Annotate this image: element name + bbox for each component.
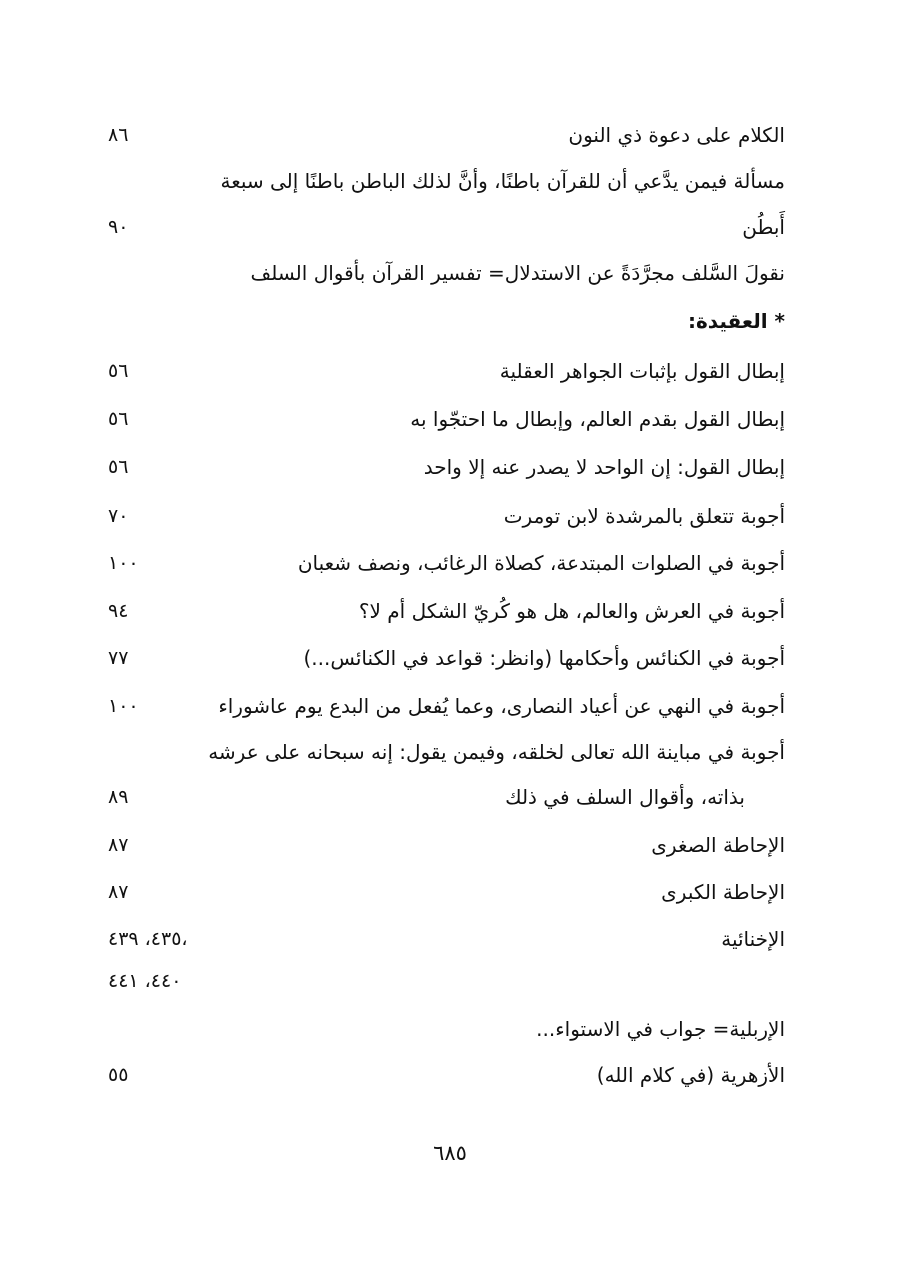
entry-title: أجوبة في العرش والعالم، هل هو كُريّ الشكل أم لا؟ [358,599,785,623]
entry-page: ٥٦ [108,456,129,478]
entry-title: أجوبة في النهي عن أعياد النصارى، وعما يُفعل من البدع يوم عاشوراء [218,694,785,718]
entry-page: ٧٧ [108,647,129,669]
entry-page: ٨٩ [108,786,129,808]
entry-title: أجوبة في الصلوات المبتدعة، كصلاة الرغائب، ونصف شعبان [297,551,785,575]
entry-title: إبطال القول: إن الواحد لا يصدر عنه إلا واحد [423,455,785,479]
entry-page: ٥٦ [108,360,129,382]
entry-title: أجوبة في الكنائس وأحكامها (وانظر: قواعد في الكنائس...) [303,646,785,670]
entry-title: الإربلية= جواب في الاستواء... [536,1017,785,1041]
entry-title: مسألة فيمن يدَّعي أن للقرآن باطنًا، وأنَّ لذلك الباطن باطنًا إلى سبعة [220,169,785,193]
entry-page: ٧٠ [108,505,129,527]
entry-title: نقولَ السَّلف مجرَّدَةً عن الاستدلال= تفسير القرآن بأقوال السلف [250,261,785,285]
entry-title: أجوبة في مباينة الله تعالى لخلقه، وفيمن يقول: إنه سبحانه على عرشه [208,740,785,764]
entry-page: ١٠٠ [108,695,139,717]
page-number: ٦٨٥ [433,1141,467,1165]
entry-title: الإخنائية [721,927,785,951]
entry-page: ٩٠ [108,216,129,238]
section-heading: * العقيدة: [688,309,785,333]
entry-title: إبطال القول بقدم العالم، وإبطال ما احتجّوا به [410,407,785,431]
entry-title: أجوبة تتعلق بالمرشدة لابن تومرت [503,504,785,528]
entry-page: ٨٧ [108,881,129,903]
entry-title: إبطال القول بإثبات الجواهر العقلية [499,359,785,383]
entry-title: الإحاطة الكبرى [661,880,785,904]
entry-title: الأزهرية (في كلام الله) [596,1063,785,1087]
entry-page: ٥٦ [108,408,129,430]
entry-title: الإحاطة الصغرى [651,833,785,857]
entry-page: ٨٧ [108,834,129,856]
entry-page: ٥٥ [108,1064,129,1086]
entry-page: ٨٦ [108,124,129,146]
entry-page: ١٠٠ [108,552,139,574]
entry-title: الكلام على دعوة ذي النون [568,123,785,147]
entry-title-continuation: بذاته، وأقوال السلف في ذلك [505,785,745,809]
entry-page: ٩٤ [108,600,129,622]
entry-page: ٤٣٥، ٤٣٩، [108,928,188,950]
entry-title-continuation: أَبطُن [742,215,785,239]
entry-page-continuation: ٤٤٠، ٤٤١ [108,970,182,992]
